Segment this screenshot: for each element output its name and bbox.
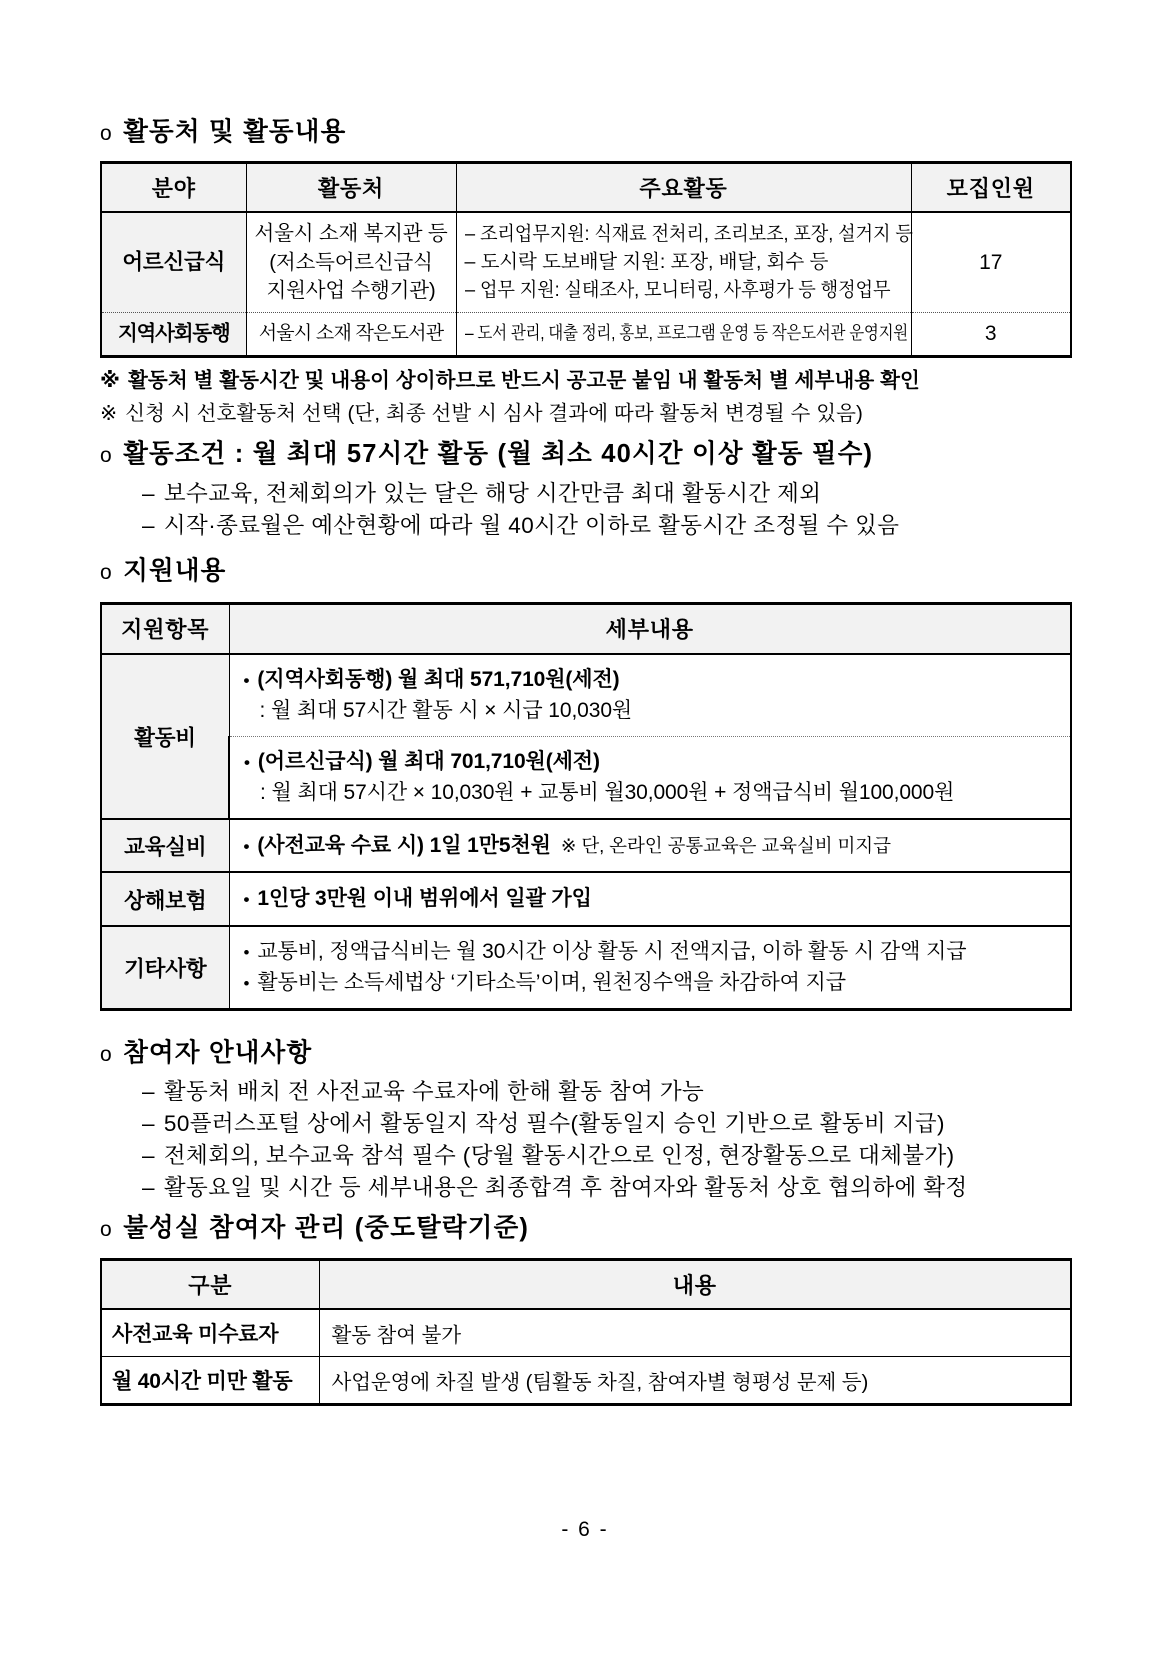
heading-dropout-section [100,1214,1070,1243]
list-item [100,478,1070,510]
support-bullet-line [244,936,1057,968]
support-table [100,602,1072,1011]
cell-support-detail [229,872,1071,926]
column-header-content: 내용 [319,1260,1071,1310]
table-row [101,736,1071,819]
column-header-activity: 주요활동 [456,163,911,213]
cell-field: 지역사회동행 [101,313,246,357]
cell-support-detail [229,819,1071,873]
cell-place [246,212,456,312]
bullet-dot-icon: • [244,752,250,772]
table-row [101,313,1071,357]
cell-support-detail [229,926,1071,1010]
bullet-marker: o [100,1042,113,1066]
dash-marker: – [142,1079,155,1105]
cell-place [246,313,456,357]
cell-content: 사업운영에 차질 발생 (팀활동 차질, 참여자별 형평성 문제 등) [319,1357,1071,1405]
bullet-marker: o [100,1217,113,1241]
list-item [100,1076,1070,1108]
note-activity-detail [100,366,1070,395]
dropout-table [100,1258,1072,1406]
place-line: 서울시 소재 복지관 등 [254,222,448,246]
list-item-text: 보수교육, 전체회의가 있는 달은 해당 시간만큼 최대 활동시간 제외 [163,480,822,506]
support-bullet-text: 활동비는 소득세법상 ‘기타소득’이며, 원천징수액을 차감하여 지급 [257,971,846,995]
cell-support-detail [229,654,1071,737]
cell-activity [456,212,911,312]
table-header-row [101,603,1071,654]
bullet-dot-icon: • [243,890,250,910]
dash-marker: – [142,512,155,538]
cell-support-item: 기타사항 [101,926,229,1010]
bullet-dot-icon: • [243,670,250,690]
list-item-text: 활동요일 및 시간 등 세부내용은 최종합격 후 참여자와 활동처 상호 협의하에 확정 [163,1174,968,1200]
heading-support-section [100,557,1070,586]
table-row [101,212,1071,312]
note-text: 신청 시 선호활동처 선택 (단, 최종 선발 시 심사 결과에 따라 활동처 변경될 수 있음) [125,402,863,426]
bullet-dot-icon: • [243,974,250,994]
list-item [100,1172,1070,1204]
place-line: 지원사업 수행기관) [266,278,436,302]
cell-field: 어르신급식 [101,212,246,312]
cell-category: 사전교육 미수료자 [101,1309,319,1357]
support-bullet-text: 교통비, 정액급식비는 월 30시간 이상 활동 시 전액지급, 이하 활동 시 감액 지급 [257,939,967,963]
cell-content: 활동 참여 불가 [319,1309,1071,1357]
dash-marker: – [142,1142,155,1168]
list-item-text: 활동처 배치 전 사전교육 수료자에 한해 활동 참여 가능 [163,1079,705,1105]
heading-text: 참여자 안내사항 [123,1038,313,1067]
cell-support-detail [229,736,1071,819]
cell-category: 월 40시간 미만 활동 [101,1357,319,1405]
activity-line: – 도서 관리, 대출 정리, 홍보, 프로그램 운영 등 작은도서관 운영지원 [464,323,908,344]
column-header-recruit: 모집인원 [911,163,1071,213]
cell-support-item: 상해보험 [101,872,229,926]
condition-list [100,478,1070,542]
heading-participant-section [100,1039,1070,1068]
support-sub-line: : 월 최대 57시간 × 10,030원 + 교통비 월30,000원 + 정액급식비 월100,000원 [260,781,955,805]
participant-list [100,1076,1070,1204]
table-row [101,872,1071,926]
list-item-text: 시작·종료월은 예산현황에 따라 월 40시간 이하로 활동시간 조정될 수 있음 [163,512,900,538]
cell-support-item: 활동비 [101,654,229,819]
cell-support-item: 교육실비 [101,819,229,873]
heading-condition-section [100,440,1070,469]
list-item-text: 전체회의, 보수교육 참석 필수 (당월 활동시간으로 인정, 현장활동으로 대체불가) [163,1142,955,1168]
activity-line: – 도시락 도보배달 지원: 포장, 배달, 회수 등 [464,250,829,273]
note-preference [100,399,1070,428]
table-header-row [101,1260,1071,1310]
support-bullet-line [244,746,1056,778]
heading-text: 활동처 및 활동내용 [123,118,347,146]
bullet-marker: o [100,561,113,585]
table-row [101,654,1071,737]
support-bullet-line [244,883,1057,915]
bullet-marker: o [100,122,113,145]
activity-line: – 조리업무지원: 식재료 전처리, 조리보조, 포장, 설거지 등 [464,223,913,246]
column-header-support-detail: 세부내용 [229,603,1071,654]
column-header-place: 활동처 [246,163,456,213]
support-bullet-text: (사전교육 수료 시) 1일 1만5천원 [257,833,551,857]
cell-activity [456,313,911,357]
bullet-marker: o [100,444,113,468]
column-header-category: 구분 [101,1260,319,1310]
heading-text: 지원내용 [123,557,227,586]
activity-table [100,161,1072,358]
bullet-dot-icon: • [243,942,250,962]
list-item-text: 50플러스포털 상에서 활동일지 작성 필수(활동일지 승인 기반으로 활동비 지급) [163,1111,945,1137]
support-bullet-text: 1인당 3만원 이내 범위에서 일괄 가입 [257,887,592,911]
dash-marker: – [142,1111,155,1137]
support-sub-line: : 월 최대 57시간 활동 시 × 시급 10,030원 [259,699,633,723]
support-bullet-line [244,830,1057,862]
support-bullet-text: (어르신급식) 월 최대 701,710원(세전) [257,749,600,773]
support-bullet-tail: ※ 단, 온라인 공통교육은 교육실비 미지급 [560,834,891,856]
support-bullet-text: (지역사회동행) 월 최대 571,710원(세전) [257,667,620,691]
place-line: (저소득어르신급식 [269,250,433,274]
column-header-field: 분야 [101,163,246,213]
page-number: - 6 - [561,1518,609,1541]
dash-marker: – [142,1174,155,1200]
bullet-dot-icon: • [243,836,250,856]
table-row [101,819,1071,873]
place-line: 서울시 소재 작은도서관 [258,323,444,344]
list-item [100,1140,1070,1172]
heading-text: 활동조건 : 월 최대 57시간 활동 (월 최소 40시간 이상 활동 필수) [123,440,874,469]
support-bullet-line [244,664,1057,696]
table-row [101,1357,1071,1405]
cell-recruit: 17 [911,212,1071,312]
table-row [101,1309,1071,1357]
support-bullet-line [244,967,1057,999]
cell-recruit: 3 [911,313,1071,357]
dash-marker: – [142,480,155,506]
table-header-row [101,163,1071,213]
note-text: 활동처 별 활동시간 및 내용이 상이하므로 반드시 공고문 붙임 내 활동처 별 세부내용 확인 [128,369,920,393]
table-row [101,926,1071,1010]
asterisk-marker: ※ [100,369,121,393]
list-item [100,1108,1070,1140]
heading-activity-section [100,118,1070,147]
list-item [100,510,1070,542]
activity-line: – 업무 지원: 실태조사, 모니터링, 사후평가 등 행정업무 [464,278,890,301]
column-header-support-item: 지원항목 [101,603,229,654]
asterisk-marker: ※ [100,402,118,426]
heading-text: 불성실 참여자 관리 (중도탈락기준) [123,1213,530,1242]
